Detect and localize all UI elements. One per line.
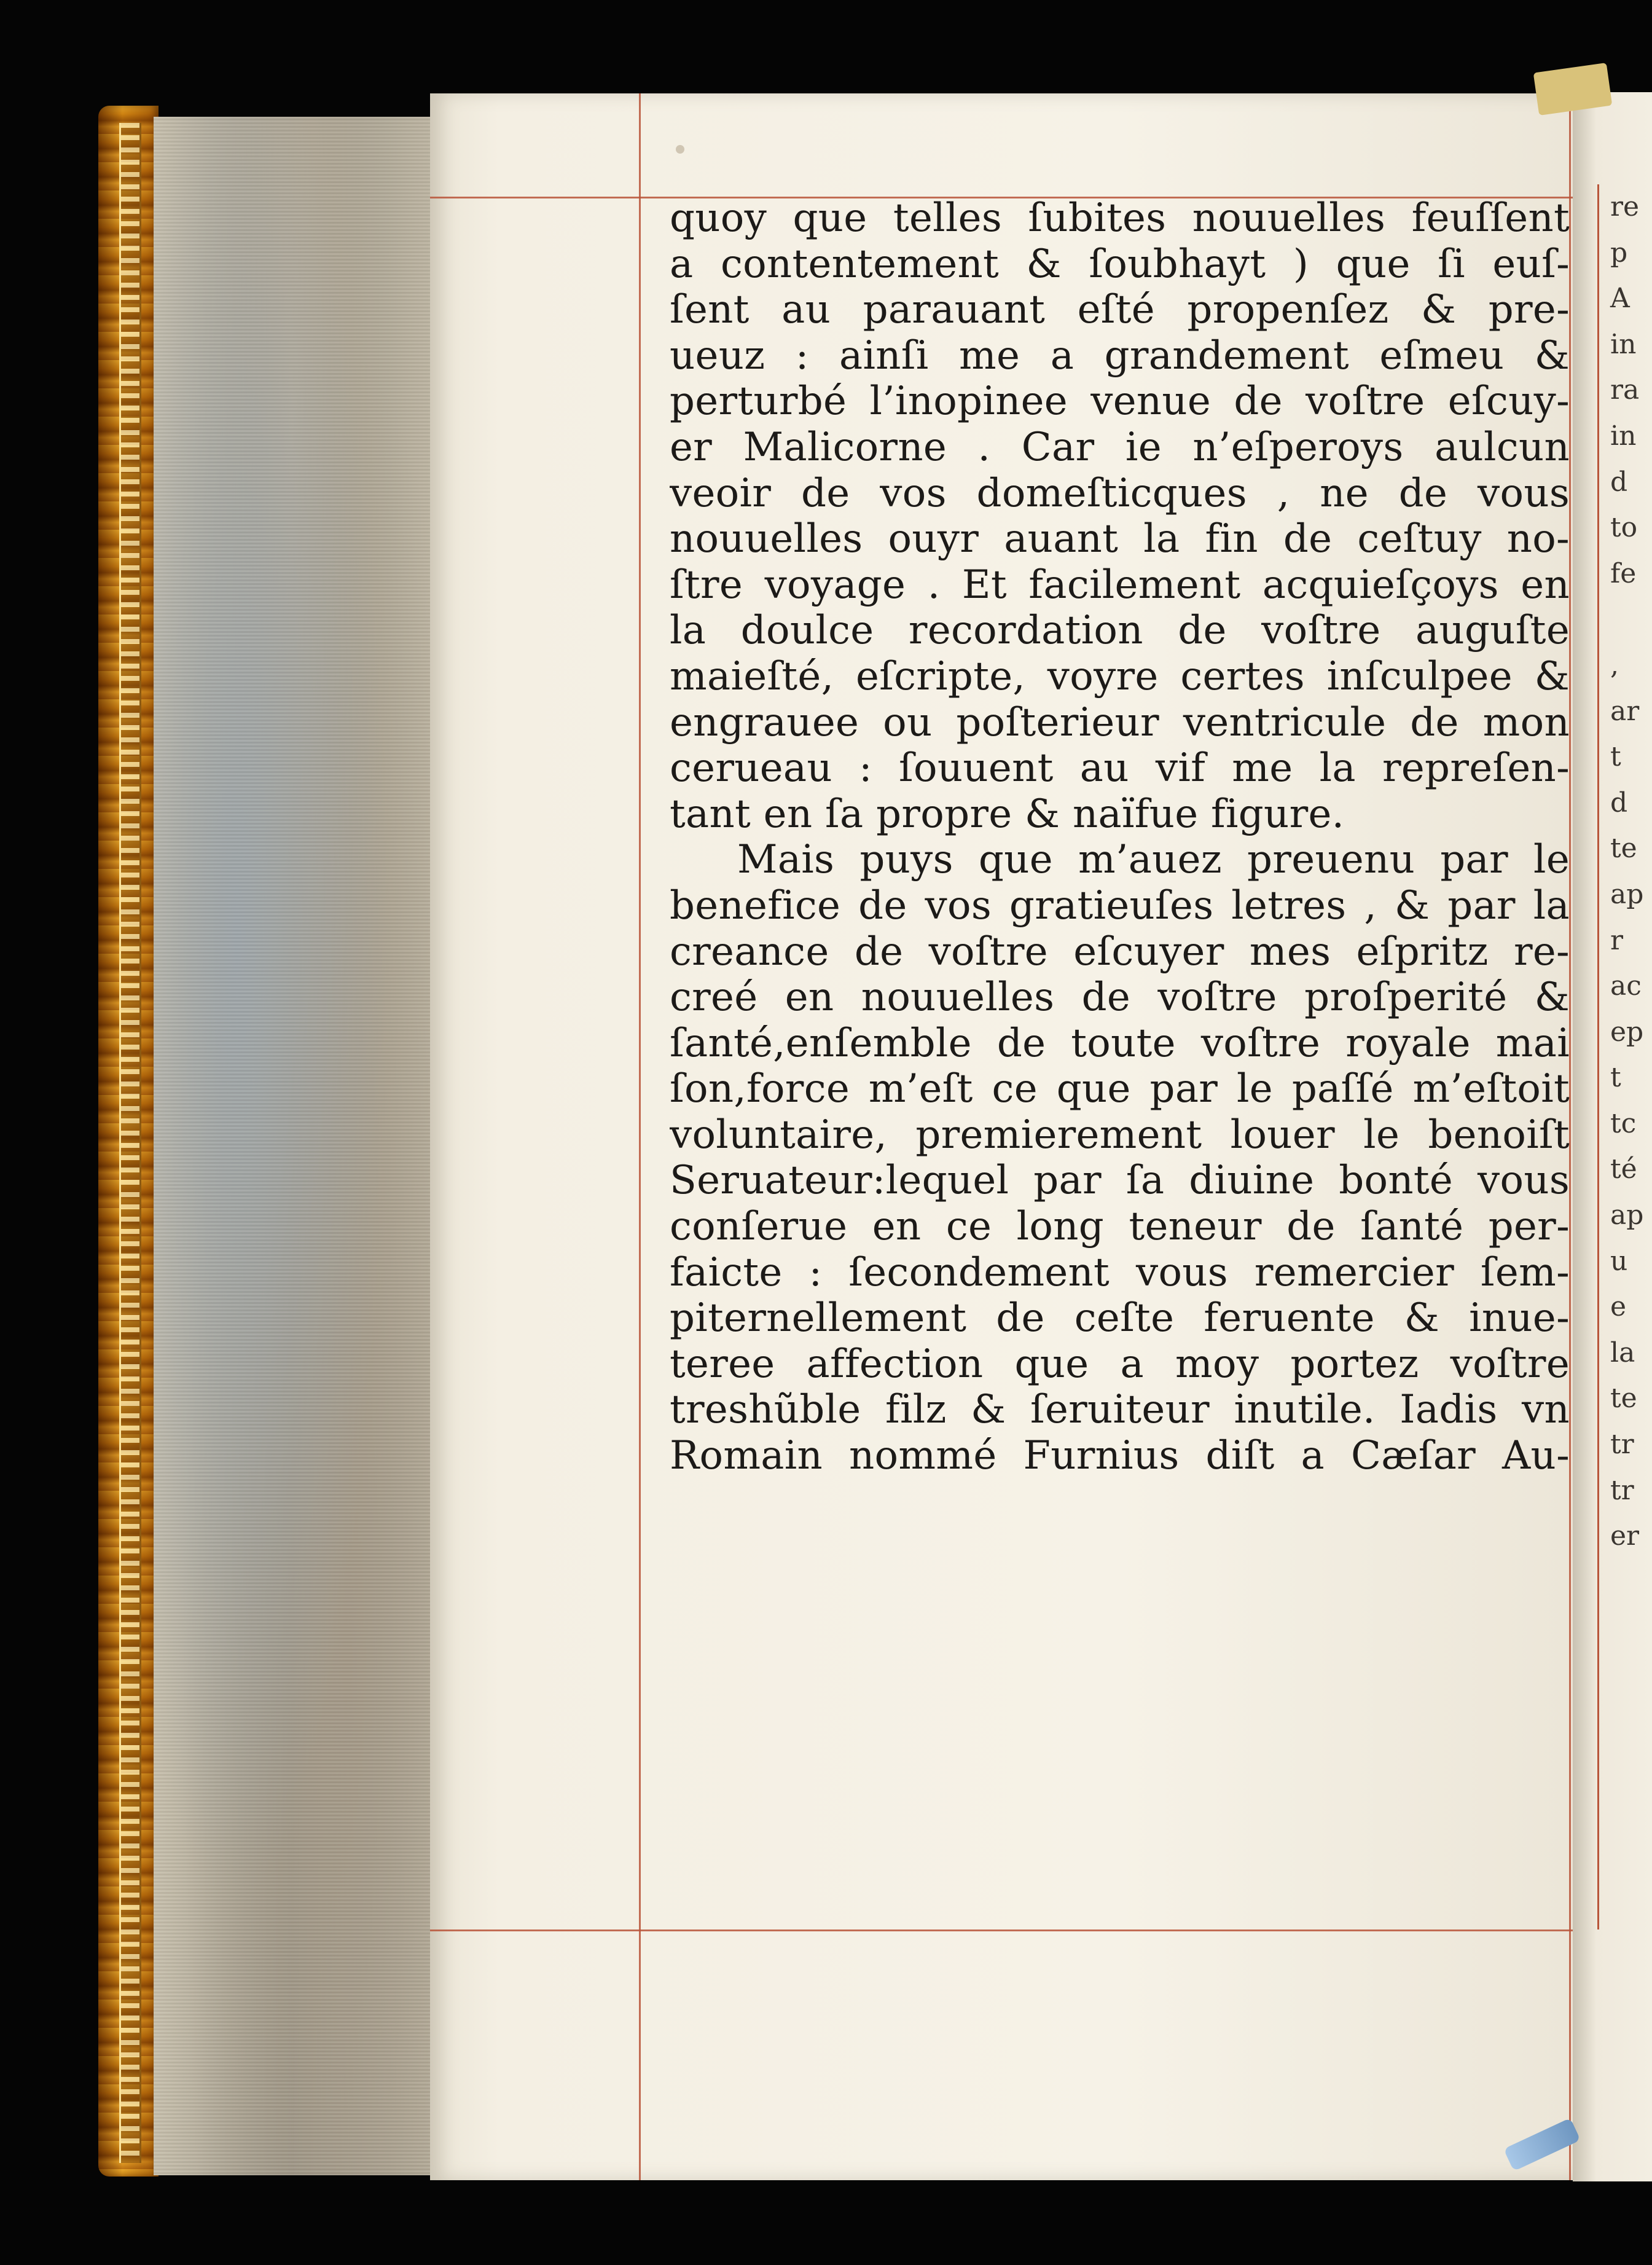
text-line: treshũble filz & ſeruiteur inutile. Iadis vn	[670, 1387, 1570, 1433]
paragraph-1	[670, 195, 1570, 837]
adjacent-page-text: re p A in ra in d to fe , ar t d te ap r ac ep t tc té ap u e la te tr tr er	[1597, 184, 1652, 1929]
text-line: ueuz : ainſi me a grandement eſmeu &	[670, 332, 1570, 379]
text-line: maieſté, eſcripte, voyre certes inſculpee &	[670, 653, 1570, 699]
text-line: benefice de vos gratieuſes letres , & par la	[670, 882, 1570, 928]
text-line: ſon,force m’eſt ce que par le paſſé m’eſtoit	[670, 1066, 1570, 1112]
text-line: ſtre voyage . Et facilement acquieſçoys en	[670, 562, 1570, 608]
text-line: veoir de vos domeſticques , ne de vous	[670, 470, 1570, 516]
text-line: er Malicorne . Car ie n’eſperoys aulcun	[670, 424, 1570, 470]
text-line: ſanté,enſemble de toute voſtre royale mai	[670, 1020, 1570, 1066]
text-line: engrauee ou poſterieur ventricule de mon	[670, 699, 1570, 745]
text-line: tant en ſa propre & naïfue figure.	[670, 791, 1345, 837]
bottom-margin-rule	[430, 1929, 1576, 1931]
text-line: voluntaire, premierement louer le benoiſt	[670, 1112, 1570, 1158]
text-line: conſerue en ce long teneur de ſanté per-	[670, 1204, 1570, 1250]
text-line: a contentement & ſoubhayt ) que ſi euſ-	[670, 241, 1570, 287]
spine-ornament	[119, 123, 141, 2163]
text-line: creance de voſtre eſcuyer mes eſpritz re-	[670, 928, 1570, 975]
text-line: quoy que telles ſubites nouuelles feuſſent	[670, 195, 1570, 241]
paragraph-2	[670, 837, 1570, 1478]
text-line: perturbé l’inopinee venue de voſtre eſcuy-	[670, 379, 1570, 425]
text-line: faicte : ſecondement vous remercier ſem-	[670, 1249, 1570, 1295]
text-line: Mais puys que m’auez preuenu par le	[737, 837, 1570, 883]
text-line: creé en nouuelles de voſtre proſperité &	[670, 975, 1570, 1021]
text-line: la doulce recordation de voſtre auguſte	[670, 608, 1570, 654]
text-line: ſent au parauant eſté propenſez & pre-	[670, 287, 1570, 333]
foxing-spot	[676, 145, 684, 154]
text-line: Seruateur:lequel par ſa diuine bonté vous	[670, 1158, 1570, 1204]
text-block	[670, 195, 1570, 1928]
text-line: teree affection que a moy portez voſtre	[670, 1341, 1570, 1387]
left-margin-rule	[639, 93, 641, 2180]
text-line: piternellement de ceſte feruente & inue-	[670, 1295, 1570, 1341]
text-line: Romain nommé Furnius diſt a Cæſar Au-	[670, 1433, 1570, 1479]
text-line: cerueau : ſouuent au vif me la repreſen-	[670, 745, 1570, 791]
page-edges	[154, 117, 431, 2175]
text-line: nouuelles ouyr auant la fin de ceſtuy no-	[670, 516, 1570, 562]
